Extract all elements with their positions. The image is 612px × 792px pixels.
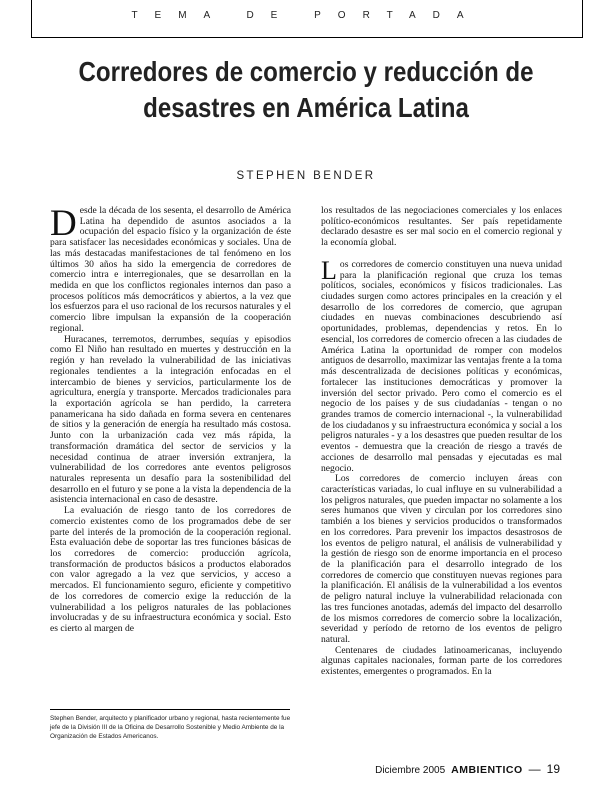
drop-cap: D bbox=[50, 206, 77, 244]
paragraph-text: Centenares de ciudades latinoamericanas, incluyendo algunas capitales nacionales, forman parte de los corredores existentes, emergentes o programados. En la bbox=[321, 644, 562, 678]
paragraph-text: Los corredores de comercio incluyen áreas con características variadas, lo cual influye en su vulnerabilidad a los peligros naturales, que pueden impactar no solamente a los seres humanos que viven y circulan por los corredores sino también a los bienes y servicios producidos o transformados en los corredores. Para prevenir los impactos desastrosos de los eventos de peligro natural, el análisis de vulnerabilidad y la gestión de riesgo son de enorme importancia en el proceso de la planificación para el desarrollo integrado de los corredores de comercio que constituyen nuevas regiones para la planificación. El análisis de la vulnerabilidad a los eventos de peligro natural incluye la vulnerabilidad relacionada con las tres funciones anotadas, además del impacto del desarrollo de los mismos corredores de comercio sobre la localización, severidad y período de retorno de los eventos de peligro natural. bbox=[321, 473, 562, 646]
author-footnote: Stephen Bender, arquitecto y planificador urbano y regional, hasta recientemente fue jefe de la División III de la Oficina de Desarrollo Sostenible y Medio Ambiente de la Organización de Estados Americanos. bbox=[50, 715, 291, 741]
magazine-name: AMBIENTICO bbox=[451, 764, 523, 776]
paragraph-text: La evaluación de riesgo tanto de los corredores de comercio existentes como de los programados debe de ser parte del interés de la promoción de la cooperación regional. Esta evaluación debe de soportar las tres funciones básicas de los corredores de comercio: producción agrícola, transformación de productos básicos a productos elaborados con valor agregado a la vez que servicios, y acceso a mercados. El funcionamiento seguro, eficiente y competitivo de los corredores de comercio exige la reducción de la vulnerabilidad a los peligros naturales de las poblaciones involucradas y de su infraestructura económica y social. Esto es cierto al margen de bbox=[50, 505, 291, 635]
issue-date: Diciembre 2005 bbox=[375, 765, 446, 776]
body-paragraph bbox=[50, 506, 291, 635]
paragraph-text: esde la década de los sesenta, el desarrollo de América Latina ha dependido de asuntos asociados a la ocupación del espacio físico y la organización de éste para satisfacer las necesidades económicas y sociales. Una de las más destacadas manifestaciones de tal fenómeno en los últimos 30 años ha sido la emergencia de corredores de comercio intra e interregionales, que se desarrollan en la medida en que los conflictos regionales internos dan paso a procesos políticos más democráticos y abiertos, a la vez que los esfuerzos para el uso racional de los recursos naturales y el comercio libre impulsan la expansión de la cooperación regional. bbox=[50, 206, 291, 334]
drop-cap: L bbox=[321, 255, 337, 285]
body-paragraph bbox=[50, 206, 291, 335]
article-title: Corredores de comercio y reducción de desastres en América Latina bbox=[78, 56, 534, 123]
page-number-separator: — bbox=[528, 762, 541, 776]
body-paragraph bbox=[50, 335, 291, 507]
body-paragraph bbox=[321, 474, 562, 646]
body-paragraph bbox=[321, 646, 562, 678]
footnote-rule bbox=[50, 709, 290, 710]
body-paragraph bbox=[321, 255, 562, 474]
section-header: TEMA DE PORTADA bbox=[131, 10, 481, 21]
paragraph-text: os corredores de comercio constituyen una nueva unidad para la planificación regional que cruza los temas políticos, sociales, económicos y físicos tradicionales. Las ciudades surgen como actores principales en la creación y el desarrollo de los corredores de comercio, que agrupan ciudades en nuevas combinaciones descubriendo así oportunidades, problemas, dependencias y retos. En lo esencial, los corredores de comercio ofrecen a las ciudades de América Latina la oportunidad de romper con modelos antiguos de desarrollo, maximizar las ventajas frente a la toma más descentralizada de decisiones políticas y económicas, fortalecer las instituciones democráticas y promover la inversión del sector privado. Pero como el comercio es el negocio de los países y de sus ciudadanías - tengan o no grandes tramos de comercio internacional -, la vulnerabilidad de los ciudadanos y su infraestructura económica y social a los peligros naturales - y a los desastres que pueden resultar de los eventos - demuestra que la creación de riesgo a través de acciones de desarrollo mal pensadas y ejecutadas es mal negocio. bbox=[321, 258, 562, 474]
paragraph-text: Huracanes, terremotos, derrumbes, sequías y episodios como El Niño han resultado en muertes y destrucción en la región y han revelado la vulnerabilidad de las iniciativas regionales tendientes a la integración enfocadas en el intercambio de bienes y servicios, particularmente los de agricultura, energía y transporte. Mercados tradicionales para la exportación agrícola se han perdido, la carretera panamericana ha sido dañada en forma severa en centenares de sitios y la generación de energía ha resultado más costosa. Junto con la urbanización cada vez más rápida, la transformación dramática del sector de servicios y la necesidad continua de atraer inversión extranjera, la vulnerabilidad de los corredores ante eventos peligrosos naturales representa un desafío para la sostenibilidad del desarrollo en el futuro y se pone a la vista la dependencia de la asistencia internacional en caso de desastre. bbox=[50, 333, 291, 506]
left-column bbox=[50, 206, 291, 700]
page-footer bbox=[375, 762, 560, 776]
body-paragraph bbox=[321, 206, 562, 249]
author-name: STEPHEN BENDER bbox=[236, 170, 376, 182]
page-number: 19 bbox=[546, 762, 560, 776]
paragraph-text: los resultados de las negociaciones comerciales y los enlaces político-económicos resultantes. Ser país repetidamente declarado desastre es ser mal socio en el comercio regional y la economía global. bbox=[321, 206, 562, 249]
right-column bbox=[321, 206, 562, 754]
